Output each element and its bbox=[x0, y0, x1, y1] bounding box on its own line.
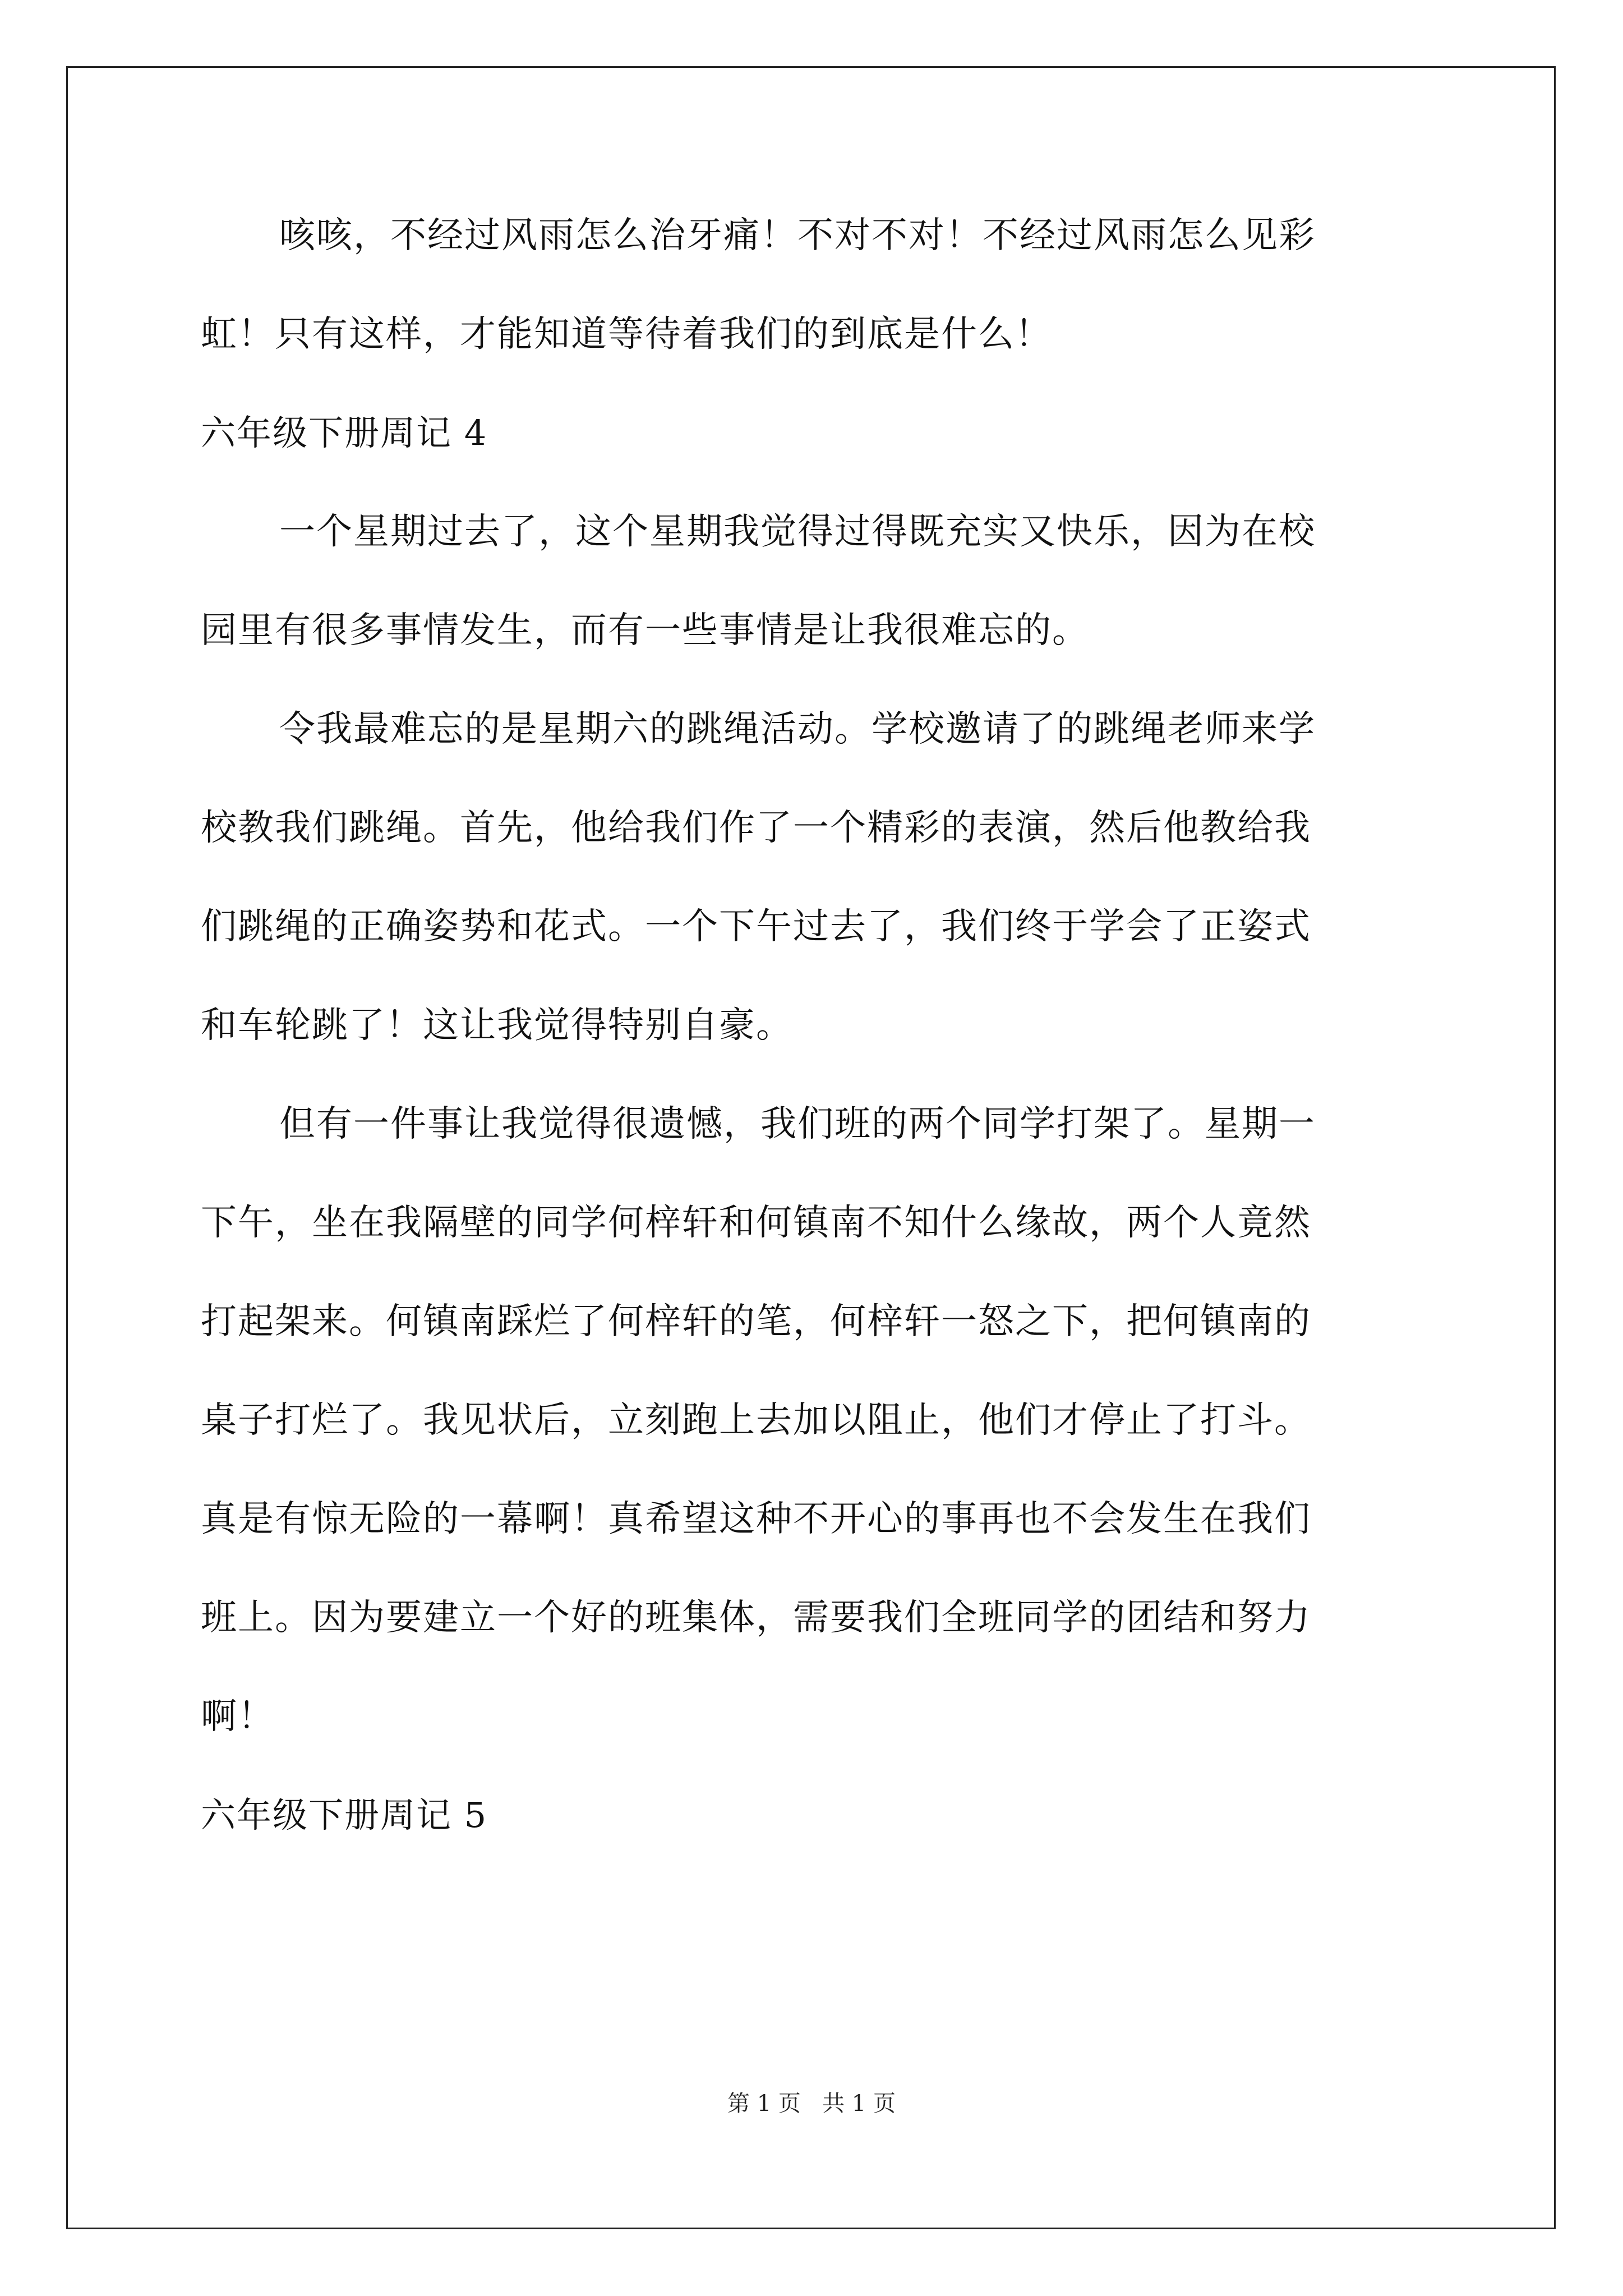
paragraph-line: 打起架来。何镇南踩烂了何梓轩的笔，何梓轩一怒之下，把何镇南的 bbox=[201, 1301, 1311, 1342]
paragraph-line: 班上。因为要建立一个好的班集体，需要我们全班同学的团结和努力 bbox=[201, 1597, 1311, 1639]
paragraph-line: 啊！ bbox=[201, 1696, 275, 1737]
paragraph-line: 下午，坐在我隔壁的同学何梓轩和何镇南不知什么缘故，两个人竟然 bbox=[201, 1202, 1311, 1244]
paragraph-line: 但有一件事让我觉得很遗憾，我们班的两个同学打架了。星期一 bbox=[279, 1103, 1316, 1145]
paragraph-line: 咳咳，不经过风雨怎么治牙痛！不对不对！不经过风雨怎么见彩 bbox=[279, 215, 1316, 256]
paragraph-line: 园里有很多事情发生，而有一些事情是让我很难忘的。 bbox=[201, 610, 1089, 651]
paragraph-line: 令我最难忘的是星期六的跳绳活动。学校邀请了的跳绳老师来学 bbox=[279, 708, 1316, 750]
paragraph-line: 桌子打烂了。我见状后，立刻跑上去加以阻止，他们才停止了打斗。 bbox=[201, 1400, 1311, 1441]
section-heading: 六年级下册周记 5 bbox=[201, 1795, 488, 1835]
paragraph-line: 虹！只有这样，才能知道等待着我们的到底是什么！ bbox=[201, 314, 1052, 355]
section-heading: 六年级下册周记 4 bbox=[201, 412, 488, 453]
page-footer: 第 1 页 共 1 页 bbox=[727, 2091, 896, 2116]
paragraph-line: 真是有惊无险的一幕啊！真希望这种不开心的事再也不会发生在我们 bbox=[201, 1498, 1311, 1540]
paragraph-line: 校教我们跳绳。首先，他给我们作了一个精彩的表演，然后他教给我 bbox=[201, 807, 1311, 849]
page-border bbox=[66, 66, 1556, 2229]
paragraph-line: 们跳绳的正确姿势和花式。一个下午过去了，我们终于学会了正姿式 bbox=[201, 906, 1311, 947]
paragraph-line: 一个星期过去了，这个星期我觉得过得既充实又快乐，因为在校 bbox=[279, 511, 1316, 553]
paragraph-line: 和车轮跳了！这让我觉得特别自豪。 bbox=[201, 1005, 793, 1046]
